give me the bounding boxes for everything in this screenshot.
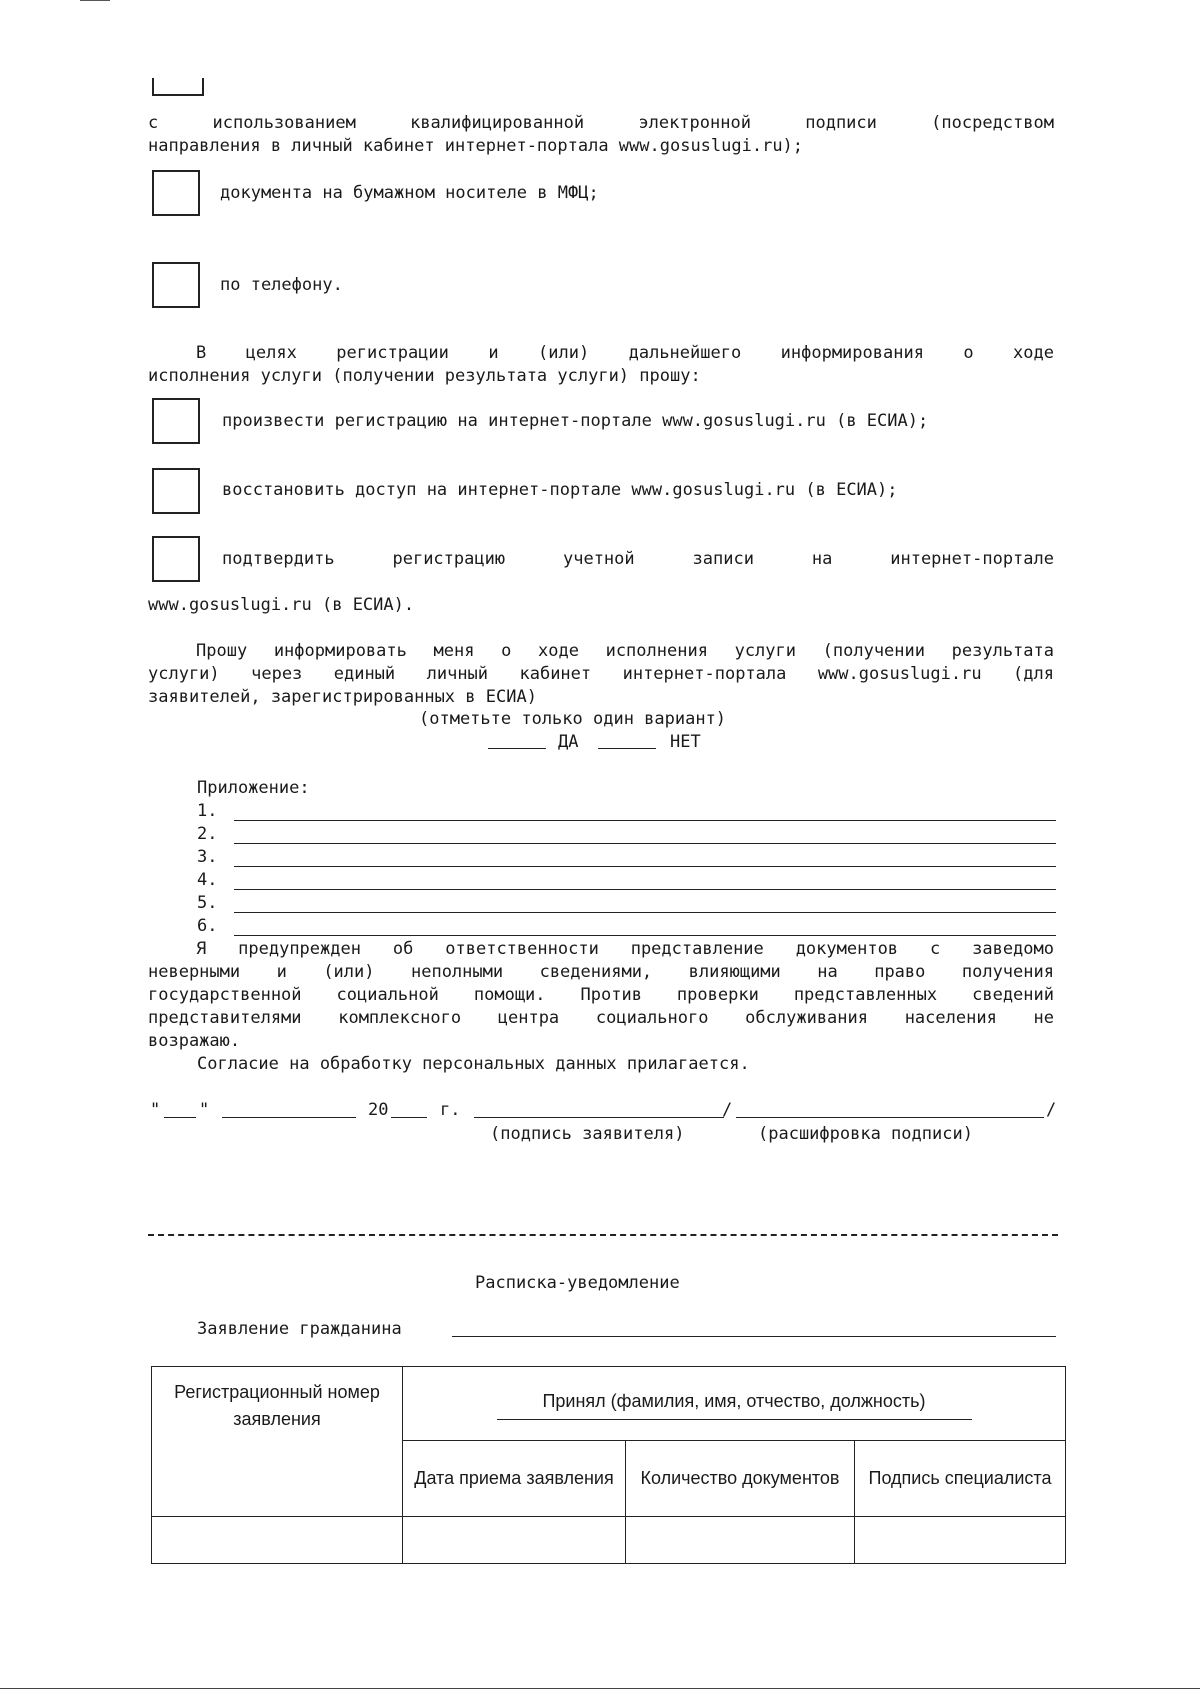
attachment-number: 3. (197, 847, 218, 867)
yes-blank[interactable] (488, 748, 546, 749)
attachment-number: 5. (197, 893, 218, 913)
inform-note: (отметьте только один вариант) (419, 709, 727, 729)
inform-text-1: Прошу информировать меня о ходе исполнения услуги (получении результата (196, 641, 1054, 661)
warning-text-4: представителями комплексного центра социального обслуживания населения не (148, 1008, 1054, 1028)
scan-edge-bottom (0, 1688, 1200, 1689)
attachment-number: 2. (197, 824, 218, 844)
checkbox-esign[interactable] (152, 78, 204, 96)
checkbox-confirm[interactable] (152, 536, 200, 582)
no-blank[interactable] (598, 748, 656, 749)
attachment-number: 1. (197, 801, 218, 821)
option-confirm-text-cont: www.gosuslugi.ru (в ЕСИА). (148, 595, 415, 615)
date-month-blank[interactable] (222, 1117, 356, 1118)
attachment-number: 4. (197, 870, 218, 890)
attachment-line-4[interactable] (234, 889, 1056, 890)
signature-decode-caption: (расшифровка подписи) (758, 1124, 973, 1144)
checkbox-phone[interactable] (152, 262, 200, 308)
citizen-name-blank[interactable] (452, 1336, 1056, 1337)
attachment-line-6[interactable] (234, 935, 1056, 936)
date-label: Дата приема заявления (414, 1468, 614, 1488)
date-cell[interactable] (403, 1517, 626, 1564)
checkbox-register[interactable] (152, 398, 200, 444)
date-year-prefix: 20 (368, 1100, 389, 1120)
signature-slash: / (722, 1100, 733, 1120)
warning-text-5: возражаю. (148, 1031, 241, 1051)
scan-edge-top (80, 0, 110, 1)
no-label: НЕТ (670, 732, 701, 752)
option-esign-text-cont: направления в личный кабинет интернет-портала www.gosuslugi.ru); (148, 136, 804, 156)
attachment-number: 6. (197, 916, 218, 936)
warning-text-1: Я предупрежден об ответственности представление документов с заведомо (196, 939, 1054, 959)
accepted-by-label: Принял (фамилия, имя, отчество, должность) (542, 1390, 926, 1411)
date-year-suffix: г. (440, 1100, 461, 1120)
count-label: Количество документов (640, 1468, 840, 1488)
inform-text-3: заявителей, зарегистрированных в ЕСИА) (148, 687, 537, 707)
receipt-title: Расписка-уведомление (475, 1273, 680, 1293)
option-restore-text: восстановить доступ на интернет-портале www.gosuslugi.ru (в ЕСИА); (222, 480, 898, 500)
accepted-by-line[interactable] (497, 1419, 972, 1420)
registration-intro-cont: исполнения услуги (получении результата услуги) прошу: (148, 366, 701, 386)
checkbox-restore[interactable] (152, 468, 200, 514)
count-cell[interactable] (626, 1517, 855, 1564)
registration-intro: В целях регистрации и (или) дальнейшего информирования о ходе (196, 343, 1054, 363)
accepted-by-header (403, 1367, 1066, 1441)
yes-label: ДА (558, 732, 579, 752)
date-quote-open: " (150, 1100, 161, 1120)
option-confirm-text: подтвердить регистрацию учетной записи на интернет-портале (222, 549, 1054, 569)
reg-number-header (152, 1367, 403, 1517)
count-header (626, 1441, 855, 1517)
attachment-line-1[interactable] (234, 820, 1056, 821)
specialist-signature-header (855, 1441, 1066, 1517)
reg-number-cell[interactable] (152, 1517, 403, 1564)
attachment-line-3[interactable] (234, 866, 1056, 867)
receipt-table (151, 1366, 1066, 1564)
checkbox-paper[interactable] (152, 170, 200, 216)
date-header (403, 1441, 626, 1517)
warning-text-3: государственной социальной помощи. Против проверки представленных сведений (148, 985, 1054, 1005)
signature-caption: (подпись заявителя) (490, 1124, 685, 1144)
option-paper-text: документа на бумажном носителе в МФЦ; (220, 183, 599, 203)
attachment-line-2[interactable] (234, 843, 1056, 844)
date-year-blank[interactable] (391, 1117, 427, 1118)
attachments-title: Приложение: (197, 778, 310, 798)
option-register-text: произвести регистрацию на интернет-портале www.gosuslugi.ru (в ЕСИА); (222, 411, 929, 431)
signature-blank[interactable] (474, 1117, 724, 1118)
reg-number-label: Регистрационный номер заявления (174, 1382, 380, 1429)
option-phone-text: по телефону. (220, 275, 343, 295)
citizen-label: Заявление гражданина (197, 1319, 402, 1339)
warning-text-2: неверными и (или) неполными сведениями, влияющими на право получения (148, 962, 1054, 982)
signature-slash-end: / (1046, 1100, 1057, 1120)
specialist-signature-label: Подпись специалиста (868, 1468, 1052, 1488)
consent-text: Согласие на обработку персональных данных прилагается. (197, 1054, 750, 1074)
specialist-signature-cell[interactable] (855, 1517, 1066, 1564)
inform-text-2: услуги) через единый личный кабинет интернет-портала www.gosuslugi.ru (для (148, 664, 1054, 684)
date-day-blank[interactable] (164, 1117, 196, 1118)
cut-line (148, 1234, 1058, 1236)
attachment-line-5[interactable] (234, 912, 1056, 913)
date-quote-close: " (199, 1100, 210, 1120)
signature-decode-blank[interactable] (736, 1117, 1044, 1118)
option-esign-text: с использованием квалифицированной электронной подписи (посредством (148, 113, 1054, 133)
